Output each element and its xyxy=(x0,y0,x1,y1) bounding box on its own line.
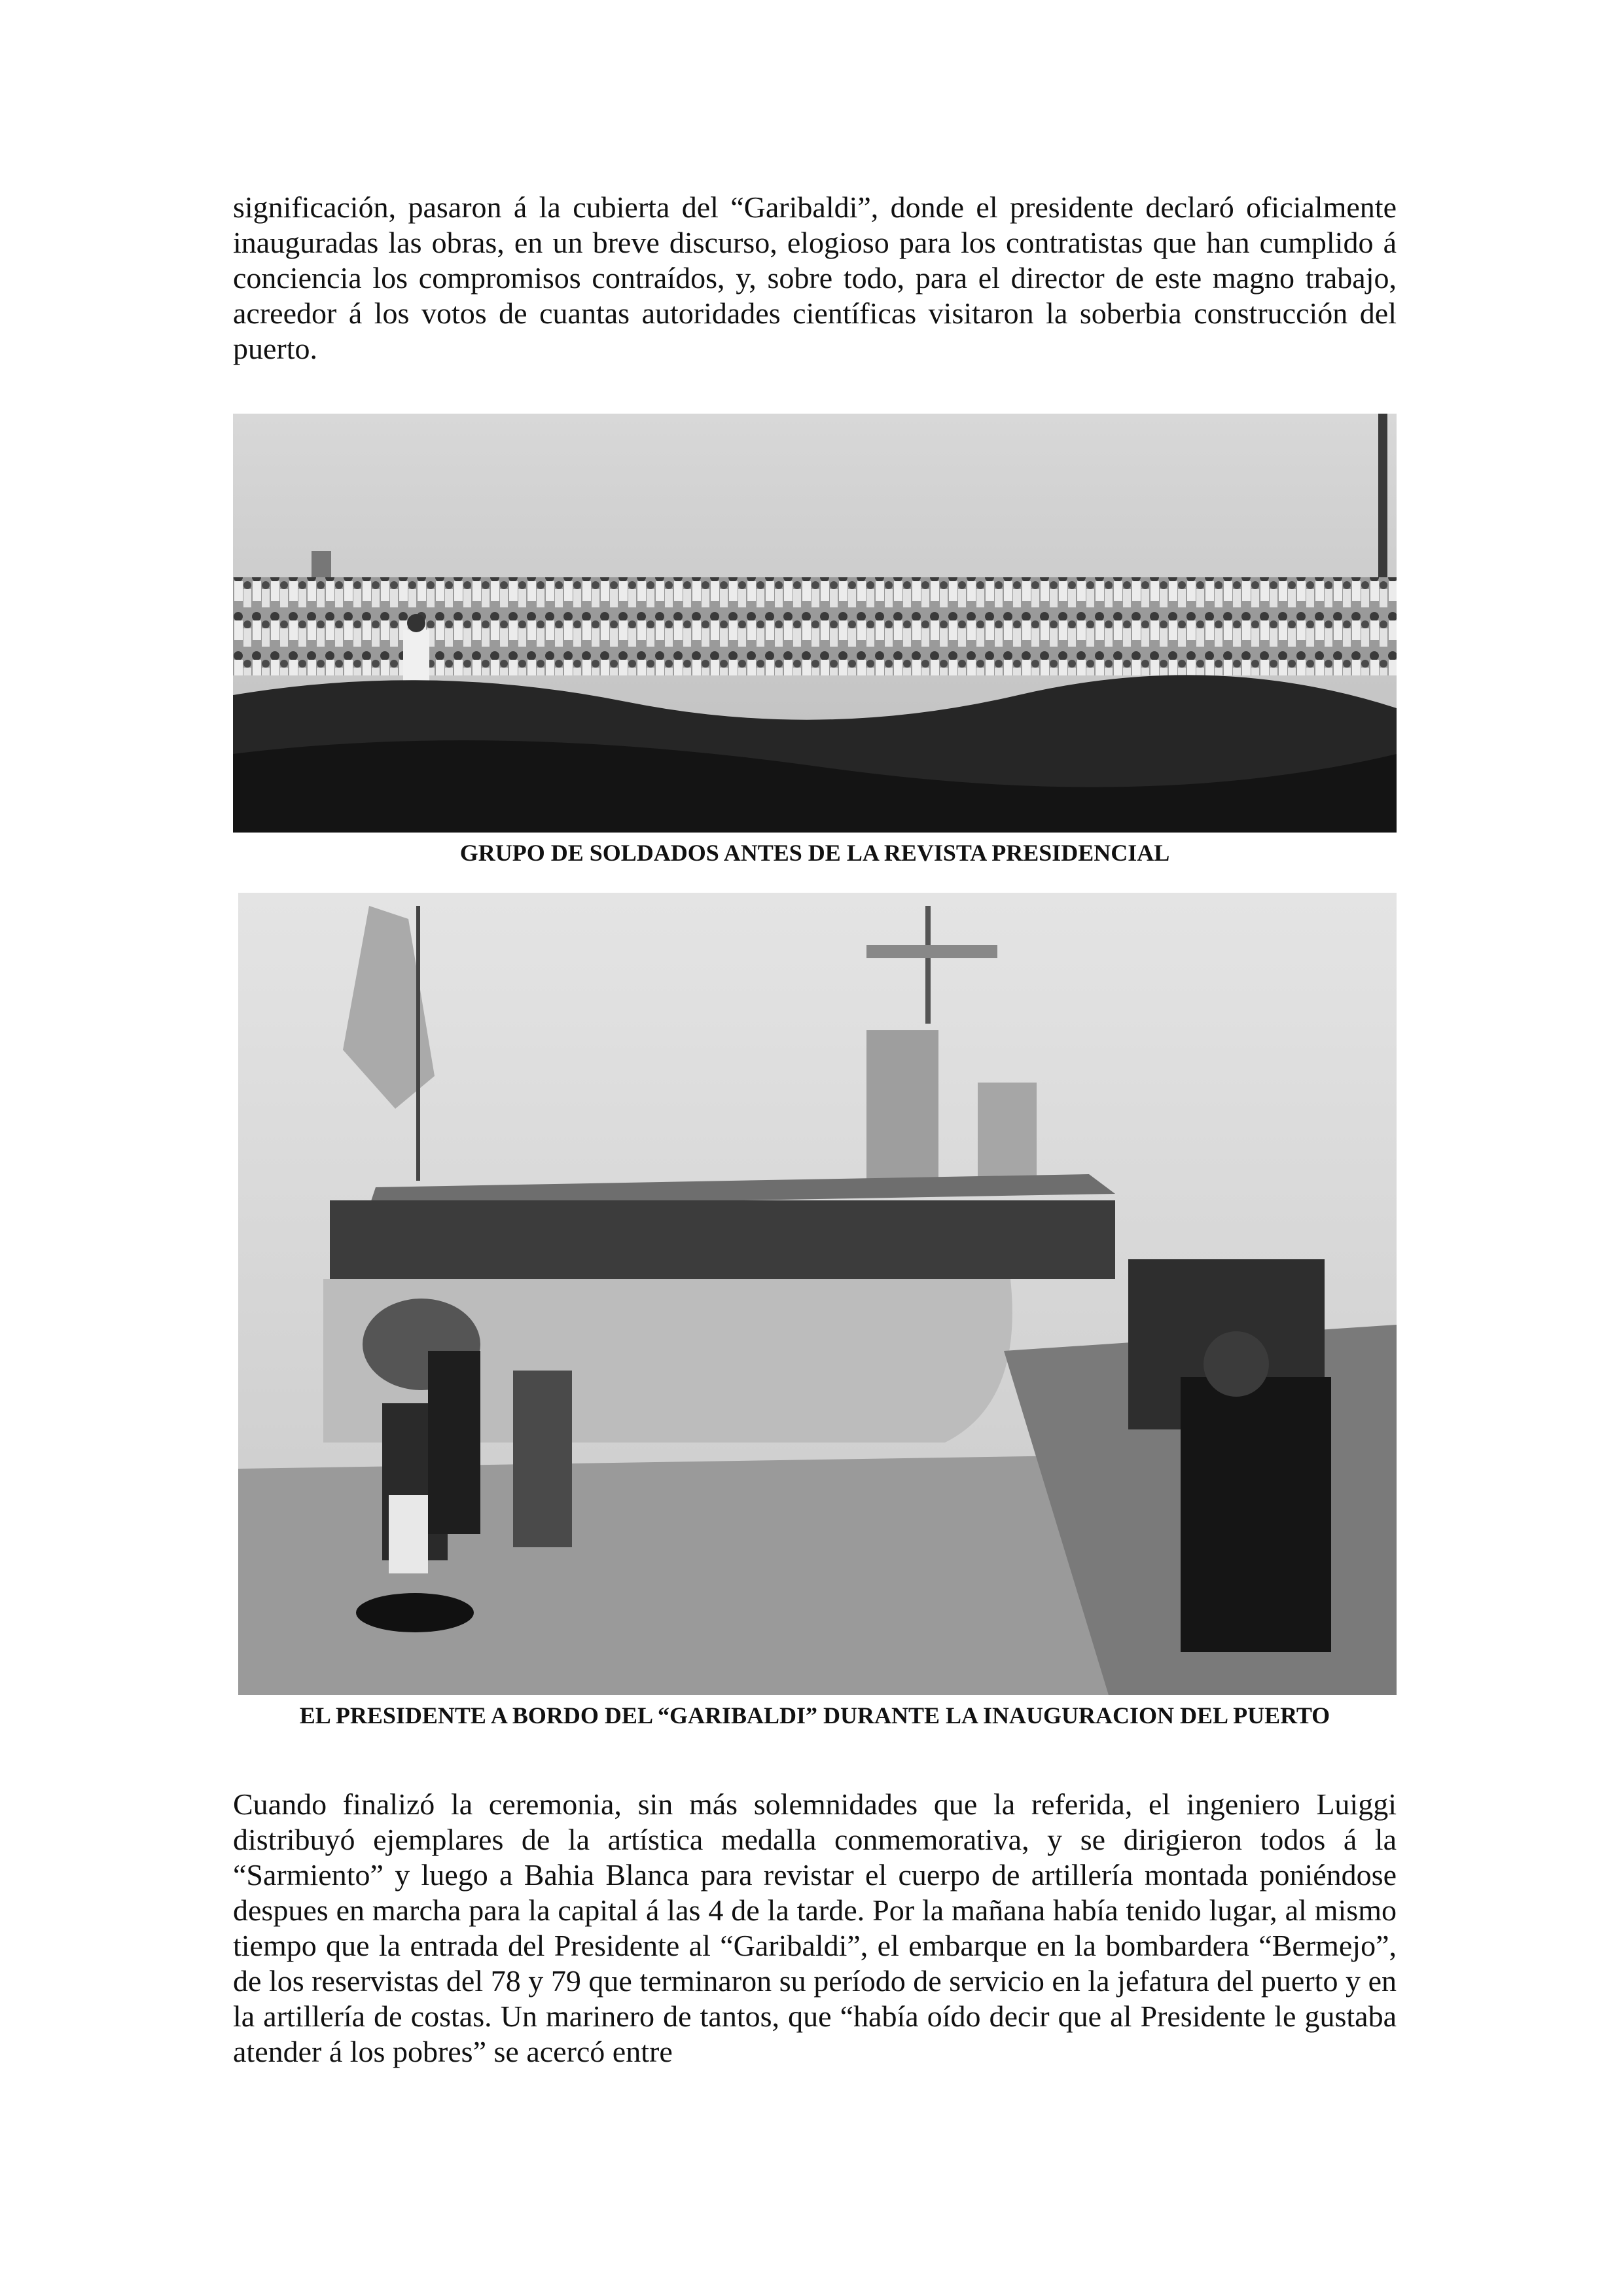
funnel-2 xyxy=(978,1083,1037,1187)
caption-president: EL PRESIDENTE A BORDO DEL “GARIBALDI” DURANTE LA INAUGURACION DEL PUERTO xyxy=(299,1702,1330,1729)
garibaldi-photo-illustration xyxy=(238,893,1397,1695)
mast xyxy=(925,906,931,1024)
deck-crowd xyxy=(330,1200,1115,1279)
officer-head xyxy=(407,614,425,632)
flag-pole xyxy=(416,906,420,1181)
funnel-1 xyxy=(866,1030,938,1181)
photo-president-aboard xyxy=(238,893,1397,1695)
mast-platform xyxy=(866,945,997,958)
caption-soldiers: GRUPO DE SOLDADOS ANTES DE LA REVISTA PRESIDENCIAL xyxy=(459,840,1170,866)
man-standing xyxy=(428,1351,480,1534)
dog xyxy=(356,1593,474,1632)
president xyxy=(513,1371,572,1547)
soldiers-photo-illustration xyxy=(233,414,1397,833)
paragraph-top: significación, pasaron á la cubierta del “Garibaldi”, donde el presidente declaró oficialmente inauguradas las obras, en un breve discurso, elogioso para los contratistas que han cumplido á conciencia los compromisos contraídos, y, sobre todo, para el director de este magno trabajo, acreedor á los votos de cuantas autoridades científicas visitaron la soberbia construcción del puerto. xyxy=(233,190,1397,365)
photo-soldiers-group xyxy=(233,414,1397,833)
boy-in-cap xyxy=(1181,1377,1331,1652)
ship-mast xyxy=(1378,414,1387,584)
paragraph-bottom: Cuando finalizó la ceremonia, sin más solemnidades que la referida, el ingeniero Luiggi distribuyó ejemplares de la artística medalla conmemorativa, y se dirigieron todos á la “Sarmiento” y luego a Bahia Blanca para revistar el cuerpo de artillería montada poniéndose despues en marcha para la capital á las 4 de la tarde. Por la mañana había tenido lugar, al mismo tiempo que la entrada del Presidente al “Garibaldi”, el embarque en la bombardera “Bermejo”, de los reservistas del 78 y 79 que terminaron su período de servicio en la jefatura del puerto y en la artillería de costas. Un marinero de tantos, que “había oído decir que al Presidente le gustaba atender á los pobres” se acercó entre xyxy=(233,1787,1397,2068)
chimney xyxy=(312,551,331,577)
